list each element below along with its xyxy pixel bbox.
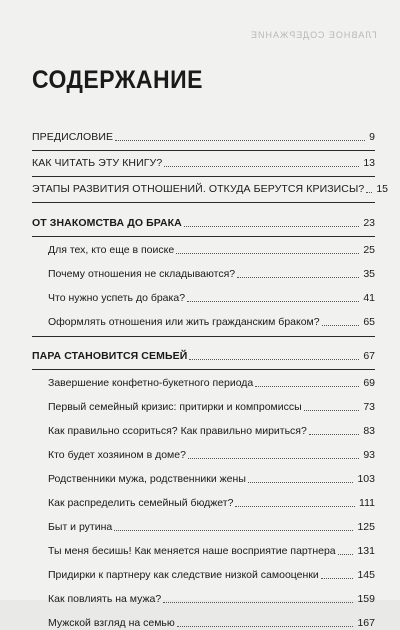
toc-item[interactable] [32,400,375,414]
toc-item-page: 125 [357,521,375,533]
toc-item-label: Быт и рутина [48,521,113,533]
dot-leader [114,530,353,531]
toc-item[interactable] [32,544,375,558]
dot-leader [304,410,360,411]
bleed-through-text: ГЛАВНОЕ СОДЕРЖАНИЕ [250,30,377,40]
dot-leader [338,554,354,555]
toc-entry-page: 9 [369,131,375,143]
toc-section-page: 23 [363,217,375,229]
toc-item-page: 41 [363,292,375,304]
toc-item-label: Как правильно ссориться? Как правильно мириться? [48,425,307,437]
toc-item-label: Кто будет хозяином в доме? [48,449,186,461]
dot-leader [235,506,355,507]
toc-item[interactable] [32,568,375,582]
toc-section-2[interactable] [32,349,375,363]
dot-leader [184,226,359,227]
toc-item[interactable] [32,376,375,390]
toc-item-page: 69 [363,377,375,389]
toc-item-page: 83 [363,425,375,437]
toc-item-label: Родственники мужа, родственники жены [48,473,246,485]
divider [32,202,375,203]
toc-item-label: Как распределить семейный бюджет? [48,497,234,509]
toc-item-page: 159 [357,593,375,605]
toc-item[interactable] [32,520,375,534]
toc-item-page: 145 [357,569,375,581]
dot-leader [176,253,359,254]
toc-item[interactable] [32,592,375,606]
toc-item-label: Завершение конфетно-букетного периода [48,377,254,389]
dot-leader [177,626,354,627]
toc-item-label: Первый семейный кризис: притирки и компромиссы [48,401,302,413]
toc-item[interactable] [32,424,375,438]
toc-item-page: 103 [357,473,375,485]
toc-item-label: Ты меня бесишь! Как меняется наше восприятие партнера [48,545,336,557]
toc-item[interactable] [32,267,375,281]
toc-item[interactable] [32,472,375,486]
toc-item-label: Почему отношения не складываются? [48,268,236,280]
toc-item-label: Для тех, кто еще в поиске [48,244,175,256]
toc-item[interactable] [32,496,375,510]
dot-leader [189,359,359,360]
toc-section-label: ПАРА СТАНОВИТСЯ СЕМЬЕЙ [32,350,188,362]
divider [32,150,375,151]
toc-section-page: 67 [363,350,375,362]
toc-item[interactable] [32,315,375,329]
dot-leader [163,602,353,603]
toc-item[interactable] [32,243,375,257]
toc-entry-page: 15 [376,183,389,195]
dot-leader [248,482,354,483]
dot-leader [164,166,359,167]
divider [32,369,375,370]
divider [32,236,375,237]
toc-item-label: Оформлять отношения или жить гражданским браком? [48,316,320,328]
toc-section-1[interactable] [32,216,375,230]
toc-entry-label: КАК ЧИТАТЬ ЭТУ КНИГУ? [32,157,163,169]
divider [32,336,375,337]
toc-item-page: 167 [357,617,375,629]
toc-item-page: 25 [363,244,375,256]
toc-item-page: 93 [363,449,375,461]
toc-item-page: 111 [359,497,375,509]
toc-entry-how-to-read[interactable] [32,156,375,170]
toc-item-label: Мужской взгляд на семью [48,617,175,629]
table-of-contents [32,120,389,630]
toc-entry-preface[interactable] [32,130,375,144]
page-title: СОДЕРЖАНИЕ [32,66,203,94]
toc-item-label: Придирки к партнеру как следствие низкой самооценки [48,569,319,581]
dot-leader [237,277,359,278]
toc-item-page: 131 [357,545,375,557]
dot-leader [322,325,360,326]
toc-item[interactable] [32,616,375,630]
dot-leader [255,386,359,387]
toc-item-page: 73 [363,401,375,413]
toc-section-label: ОТ ЗНАКОМСТВА ДО БРАКА [32,217,182,229]
divider [32,176,375,177]
dot-leader [309,434,359,435]
toc-item-label: Как повлиять на мужа? [48,593,162,605]
toc-entry-page: 13 [363,157,375,169]
dot-leader [187,301,359,302]
dot-leader [366,192,372,193]
toc-item-page: 65 [363,316,375,328]
toc-item-label: Что нужно успеть до брака? [48,292,186,304]
toc-entry-stages[interactable] [32,182,389,196]
dot-leader [321,578,354,579]
toc-item-page: 35 [363,268,375,280]
dot-leader [188,458,359,459]
toc-entry-label: ПРЕДИСЛОВИЕ [32,131,114,143]
toc-entry-label: ЭТАПЫ РАЗВИТИЯ ОТНОШЕНИЙ. ОТКУДА БЕРУТСЯ КРИЗИСЫ? [32,183,365,195]
toc-item[interactable] [32,291,375,305]
toc-item[interactable] [32,448,375,462]
dot-leader [115,140,365,141]
